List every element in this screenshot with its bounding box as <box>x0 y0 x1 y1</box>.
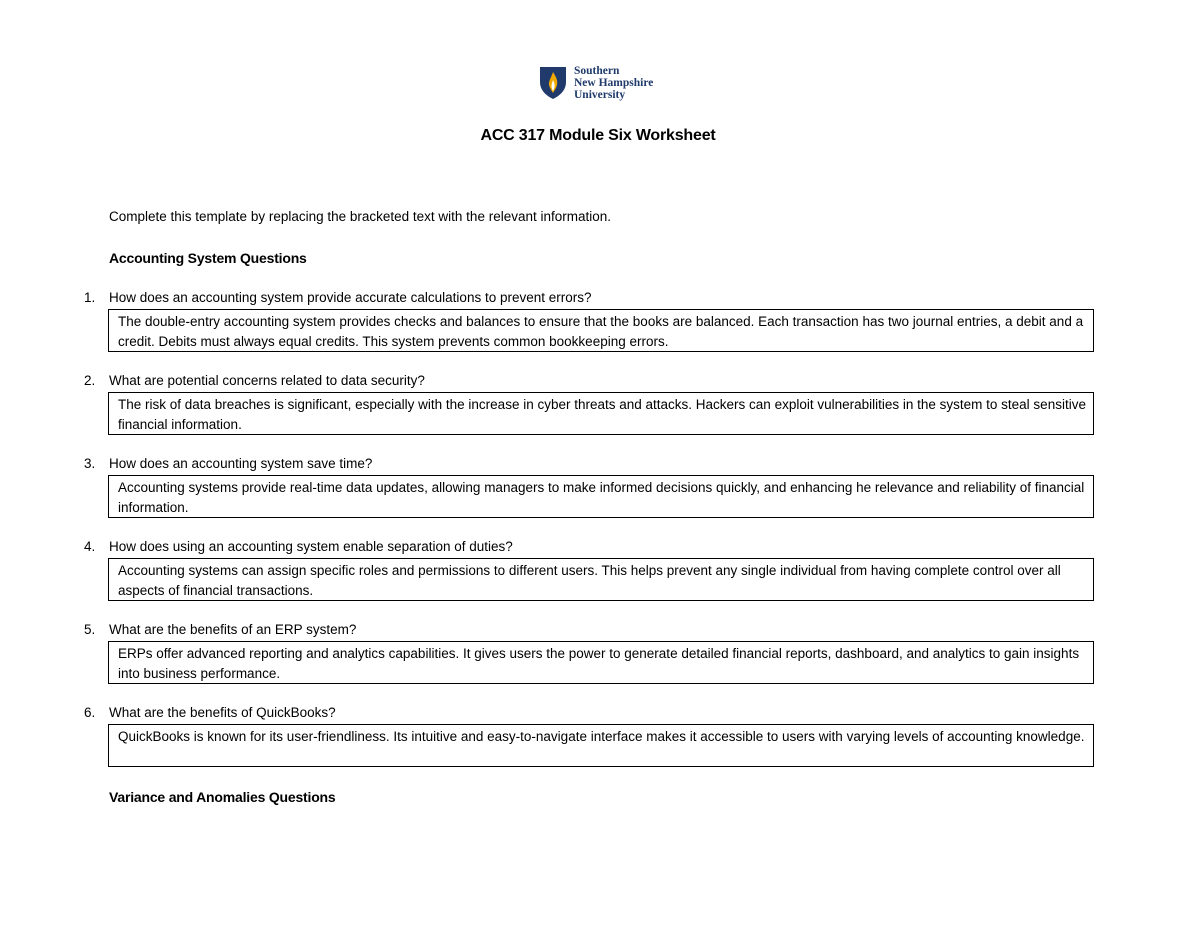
university-logo <box>539 64 669 104</box>
question-1 <box>84 290 592 305</box>
question-3 <box>84 456 372 471</box>
question-text: What are the benefits of an ERP system? <box>109 622 357 637</box>
shield-flame-icon <box>539 66 567 100</box>
question-2 <box>84 373 425 388</box>
question-text: What are the benefits of QuickBooks? <box>109 705 336 720</box>
question-text: What are potential concerns related to data security? <box>109 373 425 388</box>
answer-box-6[interactable]: QuickBooks is known for its user-friendliness. Its intuitive and easy-to-navigate interface makes it accessible to users with varying levels of accounting knowledge. <box>108 724 1094 767</box>
answer-box-2[interactable]: The risk of data breaches is significant, especially with the increase in cyber threats and attacks. Hackers can exploit vulnerabilities in the system to steal sensitive financial information. <box>108 392 1094 435</box>
section-heading-accounting-system: Accounting System Questions <box>109 250 307 266</box>
logo-line-3: University <box>574 89 626 101</box>
question-number: 1. <box>84 290 96 305</box>
section-heading-variance-anomalies: Variance and Anomalies Questions <box>109 789 336 805</box>
question-number: 6. <box>84 705 96 720</box>
question-4 <box>84 539 513 554</box>
document-title: ACC 317 Module Six Worksheet <box>480 127 716 144</box>
question-6 <box>84 705 336 720</box>
question-text: How does an accounting system provide accurate calculations to prevent errors? <box>109 290 592 305</box>
question-number: 5. <box>84 622 96 637</box>
question-5 <box>84 622 356 637</box>
question-number: 3. <box>84 456 96 471</box>
question-number: 4. <box>84 539 96 554</box>
question-number: 2. <box>84 373 96 388</box>
logo-wordmark <box>574 65 653 101</box>
instructions-text: Complete this template by replacing the bracketed text with the relevant information. <box>109 209 612 224</box>
logo-line-1: Southern <box>574 65 620 77</box>
question-text: How does an accounting system save time? <box>109 456 373 471</box>
answer-box-5[interactable]: ERPs offer advanced reporting and analytics capabilities. It gives users the power to generate detailed financial reports, dashboard, and analytics to gain insights into business performance. <box>108 641 1094 684</box>
answer-box-4[interactable]: Accounting systems can assign specific roles and permissions to different users. This helps prevent any single individual from having complete control over all aspects of financial transactions. <box>108 558 1094 601</box>
question-text: How does using an accounting system enable separation of duties? <box>109 539 513 554</box>
logo-line-2: New Hampshire <box>574 77 654 89</box>
answer-box-1[interactable]: The double-entry accounting system provides checks and balances to ensure that the books are balanced. Each transaction has two journal entries, a debit and a credit. Debits must always equal credits. This system prevents common bookkeeping errors. <box>108 309 1094 352</box>
answer-box-3[interactable]: Accounting systems provide real-time data updates, allowing managers to make informed decisions quickly, and enhancing he relevance and reliability of financial information. <box>108 475 1094 518</box>
